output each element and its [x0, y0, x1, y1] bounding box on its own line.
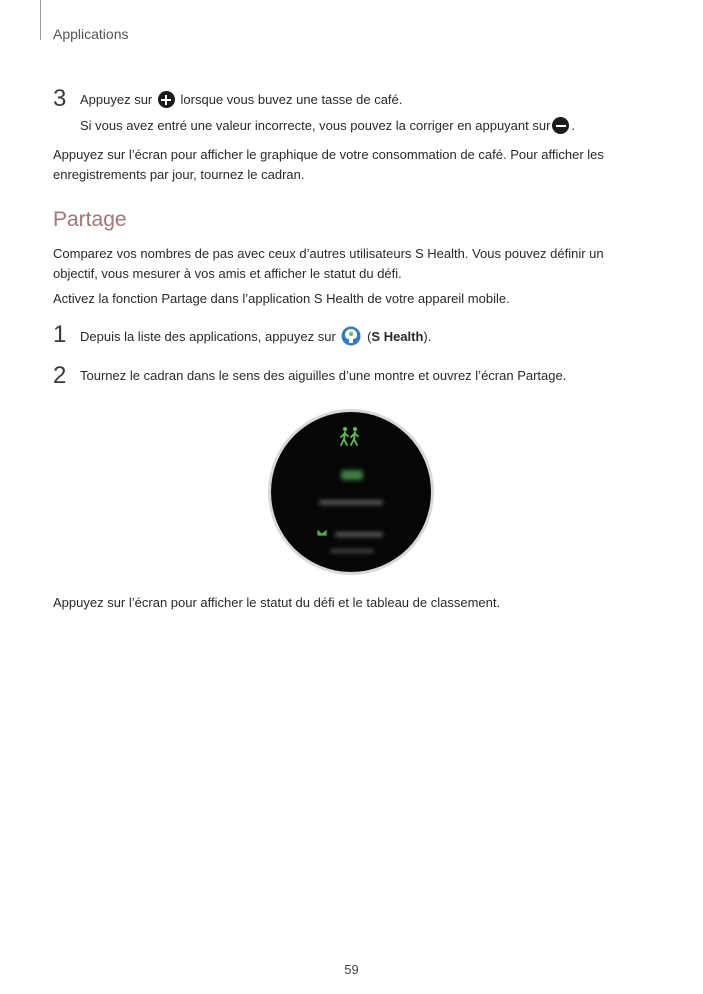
plus-icon [158, 91, 175, 108]
step-3-line-1 [80, 91, 402, 109]
step-3-line-2-end: . [571, 118, 576, 133]
after-image-paragraph: Appuyez sur l’écran pour afficher le statut du défi et le tableau de classement. [53, 595, 501, 610]
header-section-label: Applications [53, 26, 129, 42]
step-2-number: 2 [53, 362, 67, 389]
step-1-number: 1 [53, 321, 67, 348]
s-health-icon [341, 326, 361, 346]
watch-partage-screen [267, 408, 435, 576]
step-1-paren-open: ( [367, 329, 372, 344]
s-health-app-name: S Health [371, 329, 424, 344]
header-rule [40, 0, 41, 40]
step-1-text-start: Depuis la liste des applications, appuyez sur [80, 329, 336, 344]
partage-activate: Activez la fonction Partage dans l’application S Health de votre appareil mobile. [53, 291, 510, 306]
step-3-line-1-start: Appuyez sur [80, 92, 153, 107]
step-3-number: 3 [53, 85, 67, 112]
step-3-line-2 [80, 117, 575, 135]
page-number: 59 [344, 962, 359, 977]
step-3-line-1-end: lorsque vous buvez une tasse de café. [180, 92, 403, 107]
step-1-text [80, 326, 431, 346]
step-1-paren-close: ). [423, 329, 432, 344]
coffee-paragraph: Appuyez sur l’écran pour afficher le graphique de votre consommation de café. Pour afficher les enregistrements par jour, tournez le cadran. [53, 147, 604, 182]
step-2-text: Tournez le cadran dans le sens des aiguilles d’une montre et ouvrez l’écran Partage. [80, 368, 567, 383]
section-title-partage: Partage [53, 208, 127, 231]
minus-icon [552, 117, 569, 134]
step-3-line-2-start: Si vous avez entré une valeur incorrecte, vous pouvez la corriger en appuyant sur [80, 118, 551, 133]
partage-intro: Comparez vos nombres de pas avec ceux d’autres utilisateurs S Health. Vous pouvez définir un objectif, vous mesurer à vos amis et afficher le statut du défi. [53, 246, 604, 281]
